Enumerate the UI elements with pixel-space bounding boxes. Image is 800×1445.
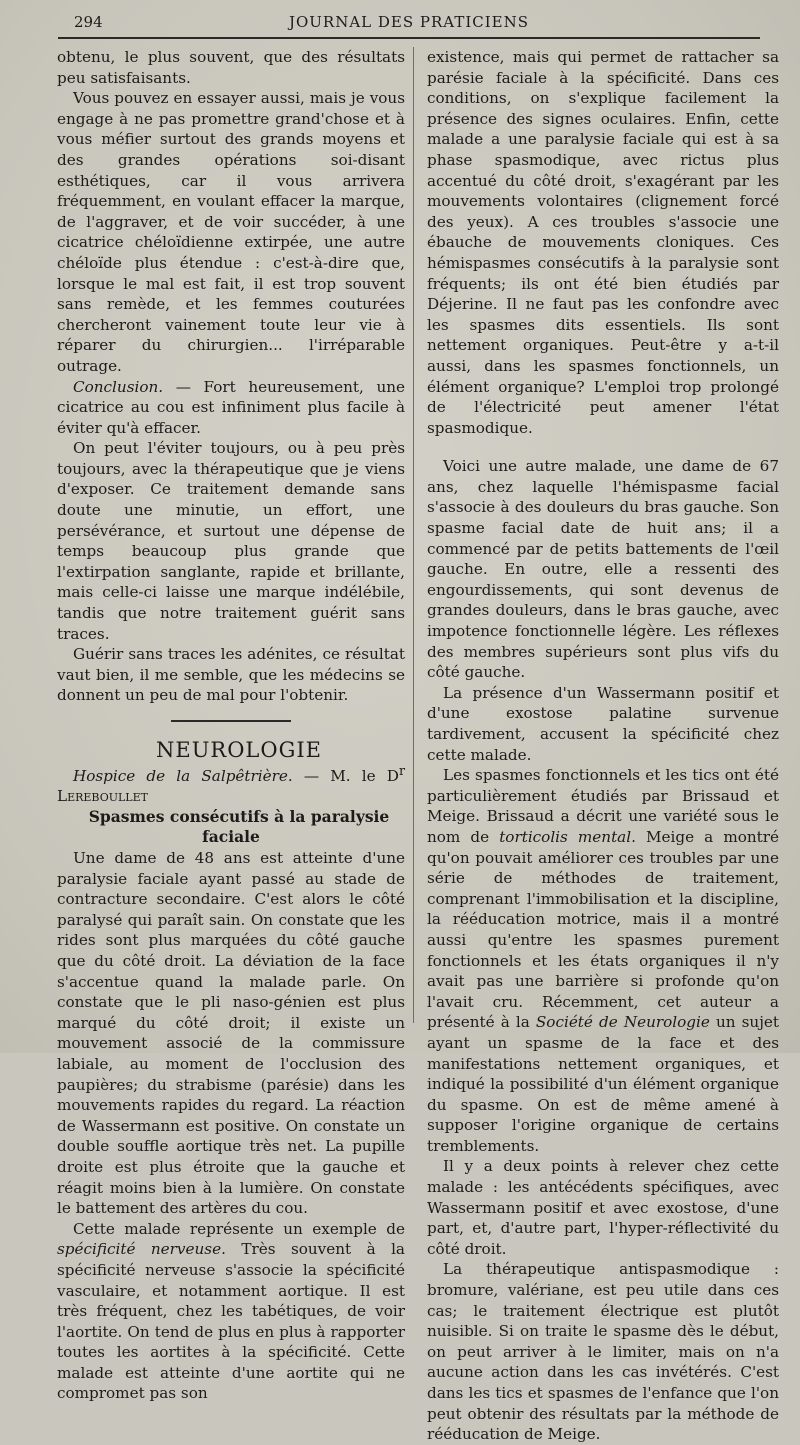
page-header bbox=[58, 8, 760, 34]
journal-title: JOURNAL DES PRATICIENS bbox=[288, 13, 530, 31]
paragraph: On peut l'éviter toujours, ou à peu près toujours, avec la thérapeutique que je viens d'exposer. Ce traitement demande sans doute une minutie, un effort, une persévérance, et surtout une dépense de temps beaucoup plus grande que l'extirpation sanglante, rapide et brillante, mais celle-ci laisse une marque indélébile, tandis que notre traitement guérit sans traces. bbox=[57, 439, 405, 643]
paragraph-text: . Très souvent à la spécificité nerveuse s'associe la spécificité vasculaire, et notamment aortique. Il est très fréquent, chez les tabétiques, de voir l'aortite. On tend de plus en plus à rapporter toutes les aortites à la spécificité. Cette malade est atteinte d'une aortite qui ne compromet pas son bbox=[57, 1240, 405, 1403]
emphasis: spécificité nerveuse bbox=[57, 1240, 222, 1259]
emphasis: torticolis mental bbox=[499, 827, 632, 846]
paragraph: obtenu, le plus souvent, que des résultats peu satisfaisants. bbox=[57, 48, 405, 87]
paragraph: La présence d'un Wassermann positif et d'une exostose palatine survenue tardivement, accusent la spécificité chez cette malade. bbox=[427, 683, 779, 764]
paragraph bbox=[57, 377, 405, 439]
emphasis: Société de Neurologie bbox=[535, 1013, 710, 1032]
paragraph: existence, mais qui permet de rattacher sa parésie faciale à la spécificité. Dans ces conditions, on s'explique facilement la présence des signes oculaires. Enfin, cette malade a une paralysie faciale qui est à sa phase spasmodique, avec rictus plus accentué du côté droit, s'exagérant par les mouvements volontaires (clignement forcé des yeux). A ces troubles s'associe une ébauche de mouvements cloniques. Ces hémispasmes consécutifs à la paralysie sont fréquents; ils ont été bien étudiés par Déjerine. Il ne faut pas les confondre avec les spasmes dits essentiels. Ils sont nettement organiques. Peut-être y a-t-il aussi, dans les spasmes fonctionnels, un élément organique? L'emploi trop prolongé de l'électricité peut amener l'état spasmodique. bbox=[427, 48, 779, 437]
hospital-line bbox=[57, 761, 405, 807]
section-separator bbox=[171, 720, 291, 722]
paragraph: Vous pouvez en essayer aussi, mais je vous engage à ne pas promettre grand'chose et à vous méfier surtout des grands moyens et des grandes opérations soi-disant esthétiques, car il vous arrivera fréquemment, en voulant effacer la marque, de l'aggraver, et de voir succéder, à une cicatrice chéloïdienne extirpée, une autre chéloïde plus étendue : c'est-à-dire que, lorsque le mal est fait, il est trop souvent sans remède, et les femmes couturées chercheront vainement toute leur vie à réparer du chirurgien... l'irréparable outrage. bbox=[57, 89, 405, 375]
paragraph: Il y a deux points à relever chez cette malade : les antécédents spécifiques, avec Wassermann positif et avec exostose, d'une part, et, d'autre part, l'hyper-réflectivité du côté droit. bbox=[427, 1157, 779, 1258]
page-number: 294 bbox=[74, 13, 103, 31]
author-name: Lereboullet bbox=[57, 787, 148, 806]
left-column bbox=[57, 47, 405, 1404]
paragraph-text: Cette malade représente un exemple de bbox=[73, 1219, 405, 1238]
paragraph bbox=[427, 765, 779, 1156]
doctor-prefix: — M. le D bbox=[292, 766, 399, 785]
paragraph: Une dame de 48 ans est atteinte d'une paralysie faciale ayant passé au stade de contracture secondaire. C'est alors le côté paralysé qui paraît sain. On constate que les rides sont plus marquées du côté gauche que du côté droit. La déviation de la face s'accentue quand la malade parle. On constate que le pli naso-génien est plus marqué du côté droit; il existe un mouvement associé de la commissure labiale, au moment de l'occlusion des paupières; du strabisme (parésie) dans les mouvements rapides du regard. La réaction de Wassermann est positive. On constate un double souffle aortique très net. La pupille droite est plus étroite que la gauche et réagit moins bien à la lumière. On constate le battement des artères du cou. bbox=[57, 849, 405, 1218]
hospital-name: Hospice de la Salpêtrière. bbox=[73, 766, 293, 785]
section-title: NEUROLOGIE bbox=[156, 738, 322, 762]
paragraph: Guérir sans traces les adénites, ce résultat vaut bien, il me semble, que les médecins se donnent un peu de mal pour l'obtenir. bbox=[57, 645, 405, 705]
paragraph: Voici une autre malade, une dame de 67 ans, chez laquelle l'hémispasme facial s'associe à des douleurs du bras gauche. Son spasme facial date de huit ans; il a commencé par de petits battements de l'œil gauche. En outre, elle a ressenti des engourdissements, qui sont devenus de grandes douleurs, dans le bras gauche, avec impotence fonctionnelle légère. Les réflexes des membres supérieurs sont plus vifs du côté gauche. bbox=[427, 457, 779, 682]
doctor-sup: r bbox=[398, 762, 405, 778]
paragraph: La thérapeutique antispasmodique : bromure, valériane, est peu utile dans ces cas; le traitement électrique est plutôt nuisible. Si on traite le spasme dès le début, on peut arriver à le limiter, mais on n'a aucune action dans les cas invétérés. C'est dans les tics et spasmes de l'enfance que l'on peut obtenir des résultats par la méthode de rééducation de Meige. bbox=[427, 1260, 779, 1444]
header-rule bbox=[58, 37, 760, 39]
right-column bbox=[427, 47, 779, 1445]
paragraph-text: un sujet ayant un spasme de la face et des manifestations nettement organiques, et indiqué la possibilité d'un élément organique du spasme. On est de même amené à supposer l'origine organique de certains tremblements. bbox=[427, 1013, 780, 1155]
conclusion-label: Conclusion. bbox=[73, 377, 164, 396]
paragraph-text: — Fort heureusement, une cicatrice au cou est infiniment plus facile à éviter qu'à effacer. bbox=[57, 377, 405, 437]
column-divider bbox=[413, 47, 414, 1023]
paragraph-text: Les spasmes fonctionnels et les tics ont été particulièrement étudiés par Brissaud et Meige. Brissaud a décrit une variété sous le nom de bbox=[427, 766, 779, 846]
article-title: Spasmes consécutifs à la paralysie faciale bbox=[88, 806, 390, 847]
paragraph bbox=[57, 1219, 405, 1404]
paragraph-text: . Meige a montré qu'on pouvait améliorer ces troubles par une série de méthodes de traitement, comprenant l'immobilisation et la discipline, la rééducation motrice, mais il a montré aussi qu'entre les spasmes purement fonctionnels et les états organiques il n'y avait pas une barrière si profonde qu'on l'avait cru. Récemment, cet auteur a présenté à la bbox=[427, 827, 779, 1032]
